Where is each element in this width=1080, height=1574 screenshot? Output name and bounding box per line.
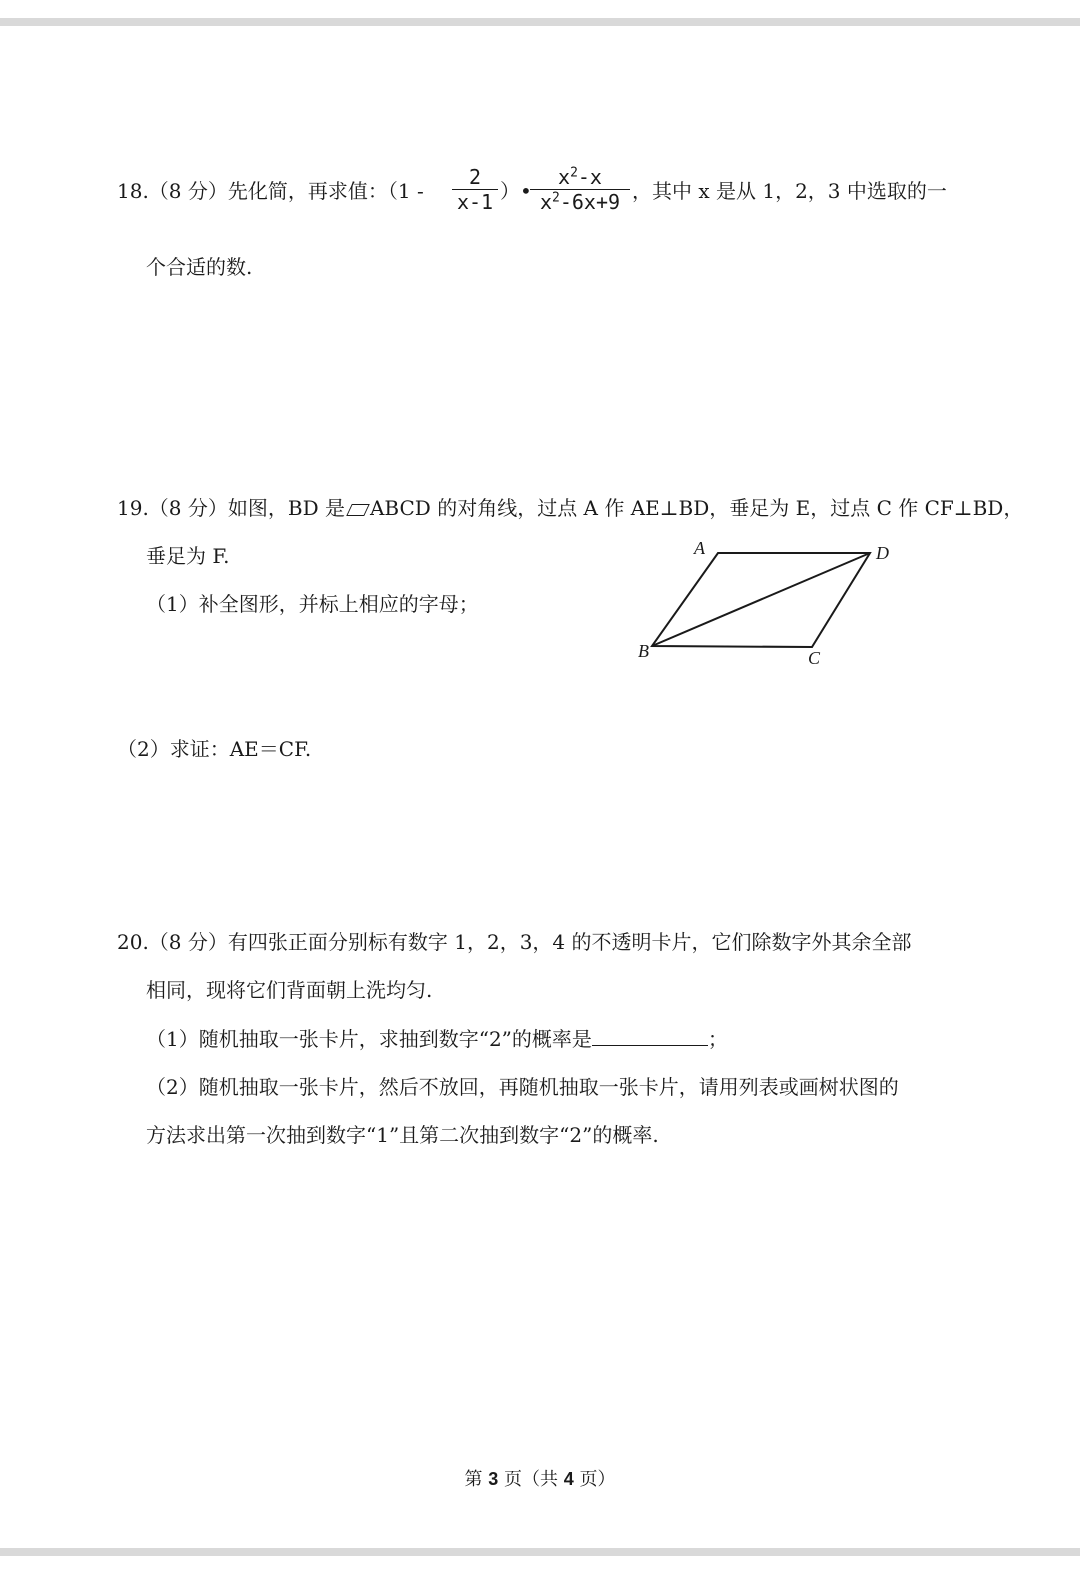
q18-frac2-denominator: $x^2-6x+9$ bbox=[530, 189, 630, 214]
answer-blank bbox=[592, 1025, 708, 1046]
q19-line2: 垂足为 F. bbox=[146, 544, 230, 568]
label-c: C bbox=[808, 648, 821, 668]
q20-line2: 相同，现将它们背面朝上洗均匀. bbox=[146, 978, 433, 1002]
q18-frac1-numerator: 2 bbox=[468, 165, 482, 189]
total-pages: 4 bbox=[563, 1469, 574, 1489]
page-number: 3 bbox=[488, 1469, 499, 1489]
q19-line1-b: ABCD 的对角线，过点 A 作 AE⊥BD，垂足为 E，过点 C 作 CF⊥BD， bbox=[369, 496, 1024, 520]
q18-prefix: 18.（8 分）先化简，再求值：（1 - bbox=[117, 179, 424, 203]
q20-line1: 20.（8 分）有四张正面分别标有数字 1，2，3，4 的不透明卡片，它们除数字外其余全部 bbox=[117, 930, 912, 954]
parallelogram-figure bbox=[630, 532, 910, 672]
label-a: A bbox=[694, 538, 705, 558]
q19-part2: （2）求证：AE＝CF. bbox=[117, 737, 312, 761]
q18-mid: ）• bbox=[500, 179, 532, 203]
label-b: B bbox=[638, 641, 649, 661]
q18-frac1-denominator: x-1 bbox=[452, 189, 498, 214]
label-d: D bbox=[876, 543, 889, 563]
bottom-scan-border bbox=[0, 1548, 1080, 1556]
q20-part1-end: ； bbox=[707, 1027, 728, 1051]
top-scan-border bbox=[0, 18, 1080, 26]
q20-part2-line2: 方法求出第一次抽到数字“1”且第二次抽到数字“2”的概率. bbox=[146, 1123, 659, 1147]
parallelogram-icon bbox=[346, 504, 370, 516]
q18-frac2-numerator: $x^2-x$ bbox=[558, 165, 602, 189]
q19-line1-a: 19.（8 分）如图，BD 是 bbox=[117, 496, 345, 520]
q19-part1: （1）补全图形，并标上相应的字母； bbox=[146, 592, 479, 616]
q20-part1: （1）随机抽取一张卡片，求抽到数字“2”的概率是 bbox=[146, 1027, 592, 1051]
page-footer: 第 3 页（共 4 页） bbox=[464, 1469, 616, 1490]
q18-fraction-2 bbox=[530, 165, 630, 214]
q18-line2: 个合适的数. bbox=[146, 255, 253, 279]
q18-suffix: ，其中 x 是从 1，2，3 中选取的一 bbox=[632, 179, 947, 203]
q18-fraction-1 bbox=[452, 165, 498, 214]
q20-part2-line1: （2）随机抽取一张卡片，然后不放回，再随机抽取一张卡片，请用列表或画树状图的 bbox=[146, 1075, 899, 1099]
